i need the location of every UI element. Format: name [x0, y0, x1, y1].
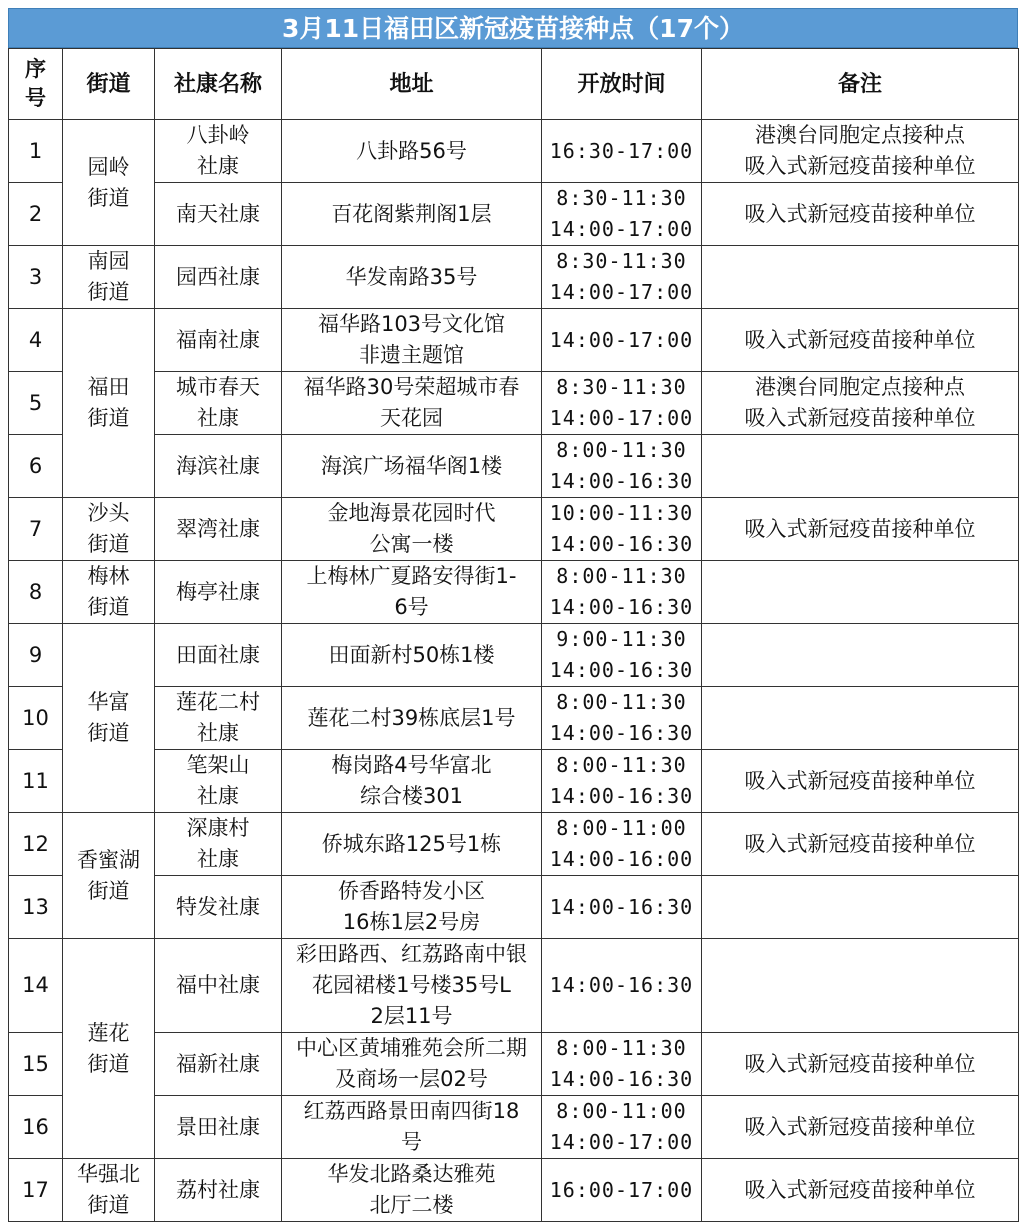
row-address: 八卦路56号 — [282, 120, 542, 183]
row-street: 梅林 街道 — [63, 561, 155, 624]
row-seq: 15 — [9, 1033, 63, 1096]
header-address: 地址 — [282, 49, 542, 120]
row-street: 园岭 街道 — [63, 120, 155, 246]
row-address: 红荔西路景田南四街18 号 — [282, 1096, 542, 1159]
row-clinic: 海滨社康 — [155, 435, 282, 498]
row-hours: 14:00-16:30 — [542, 939, 702, 1033]
row-clinic: 福新社康 — [155, 1033, 282, 1096]
row-street: 福田 街道 — [63, 309, 155, 498]
row-clinic: 深康村 社康 — [155, 813, 282, 876]
table-row — [9, 1159, 1019, 1222]
table-row — [9, 435, 1019, 498]
row-address: 福华路103号文化馆 非遗主题馆 — [282, 309, 542, 372]
row-address: 金地海景花园时代 公寓一楼 — [282, 498, 542, 561]
header-note: 备注 — [702, 49, 1019, 120]
schedule-sheet — [8, 8, 1018, 1222]
row-seq: 9 — [9, 624, 63, 687]
row-seq: 3 — [9, 246, 63, 309]
vaccination-sites-table — [8, 48, 1019, 1222]
table-row — [9, 1096, 1019, 1159]
row-clinic: 莲花二村 社康 — [155, 687, 282, 750]
row-hours: 14:00-17:00 — [542, 309, 702, 372]
row-address: 百花阁紫荆阁1层 — [282, 183, 542, 246]
row-clinic: 福南社康 — [155, 309, 282, 372]
row-clinic: 福中社康 — [155, 939, 282, 1033]
row-seq: 12 — [9, 813, 63, 876]
row-address: 华发北路桑达雅苑 北厅二楼 — [282, 1159, 542, 1222]
row-hours: 8:00-11:30 14:00-16:30 — [542, 435, 702, 498]
row-hours: 10:00-11:30 14:00-16:30 — [542, 498, 702, 561]
row-seq: 6 — [9, 435, 63, 498]
row-note: 吸入式新冠疫苗接种单位 — [702, 183, 1019, 246]
row-note: 吸入式新冠疫苗接种单位 — [702, 750, 1019, 813]
row-address: 侨香路特发小区 16栋1层2号房 — [282, 876, 542, 939]
header-clinic: 社康名称 — [155, 49, 282, 120]
row-address: 上梅林广夏路安得街1- 6号 — [282, 561, 542, 624]
row-seq: 7 — [9, 498, 63, 561]
row-note — [702, 624, 1019, 687]
row-clinic: 园西社康 — [155, 246, 282, 309]
header-row — [9, 49, 1019, 120]
row-hours: 8:00-11:00 14:00-16:00 — [542, 813, 702, 876]
row-address: 田面新村50栋1楼 — [282, 624, 542, 687]
row-note: 吸入式新冠疫苗接种单位 — [702, 1033, 1019, 1096]
table-row — [9, 309, 1019, 372]
row-clinic: 田面社康 — [155, 624, 282, 687]
table-title: 3月11日福田区新冠疫苗接种点（17个） — [8, 8, 1018, 48]
row-seq: 17 — [9, 1159, 63, 1222]
row-hours: 8:00-11:30 14:00-16:30 — [542, 561, 702, 624]
row-note: 吸入式新冠疫苗接种单位 — [702, 498, 1019, 561]
table-row — [9, 624, 1019, 687]
row-hours: 16:00-17:00 — [542, 1159, 702, 1222]
row-clinic: 翠湾社康 — [155, 498, 282, 561]
row-seq: 2 — [9, 183, 63, 246]
row-seq: 16 — [9, 1096, 63, 1159]
header-seq-label: 序号 — [24, 57, 46, 110]
row-note: 吸入式新冠疫苗接种单位 — [702, 813, 1019, 876]
row-clinic: 荔村社康 — [155, 1159, 282, 1222]
row-seq: 11 — [9, 750, 63, 813]
table-row — [9, 1033, 1019, 1096]
row-address: 华发南路35号 — [282, 246, 542, 309]
row-clinic: 景田社康 — [155, 1096, 282, 1159]
table-row — [9, 120, 1019, 183]
table-row — [9, 498, 1019, 561]
row-seq: 8 — [9, 561, 63, 624]
table-row — [9, 813, 1019, 876]
header-street: 街道 — [63, 49, 155, 120]
row-seq: 4 — [9, 309, 63, 372]
row-note — [702, 435, 1019, 498]
row-address: 福华路30号荣超城市春 天花园 — [282, 372, 542, 435]
row-street: 香蜜湖 街道 — [63, 813, 155, 939]
row-address: 中心区黄埔雅苑会所二期 及商场一层02号 — [282, 1033, 542, 1096]
table-row — [9, 939, 1019, 1033]
table-row — [9, 687, 1019, 750]
row-note: 吸入式新冠疫苗接种单位 — [702, 1096, 1019, 1159]
row-street: 华富 街道 — [63, 624, 155, 813]
row-clinic: 梅亭社康 — [155, 561, 282, 624]
row-note — [702, 687, 1019, 750]
row-hours: 8:00-11:30 14:00-16:30 — [542, 1033, 702, 1096]
row-address: 侨城东路125号1栋 — [282, 813, 542, 876]
header-seq — [9, 49, 63, 120]
row-seq: 5 — [9, 372, 63, 435]
table-row — [9, 246, 1019, 309]
row-address: 彩田路西、红荔路南中银 花园裙楼1号楼35号L 2层11号 — [282, 939, 542, 1033]
header-hours: 开放时间 — [542, 49, 702, 120]
row-note: 吸入式新冠疫苗接种单位 — [702, 309, 1019, 372]
row-hours: 8:30-11:30 14:00-17:00 — [542, 183, 702, 246]
row-seq: 1 — [9, 120, 63, 183]
row-seq: 10 — [9, 687, 63, 750]
table-row — [9, 183, 1019, 246]
table-row — [9, 876, 1019, 939]
row-clinic: 特发社康 — [155, 876, 282, 939]
row-clinic: 笔架山 社康 — [155, 750, 282, 813]
row-street: 南园 街道 — [63, 246, 155, 309]
row-note: 吸入式新冠疫苗接种单位 — [702, 1159, 1019, 1222]
row-hours: 8:00-11:00 14:00-17:00 — [542, 1096, 702, 1159]
table-row — [9, 750, 1019, 813]
row-street: 华强北 街道 — [63, 1159, 155, 1222]
row-address: 梅岗路4号华富北 综合楼301 — [282, 750, 542, 813]
table-row — [9, 561, 1019, 624]
row-address: 莲花二村39栋底层1号 — [282, 687, 542, 750]
row-hours: 14:00-16:30 — [542, 876, 702, 939]
row-clinic: 八卦岭 社康 — [155, 120, 282, 183]
row-hours: 8:00-11:30 14:00-16:30 — [542, 687, 702, 750]
row-hours: 8:00-11:30 14:00-16:30 — [542, 750, 702, 813]
row-street: 沙头 街道 — [63, 498, 155, 561]
row-note — [702, 939, 1019, 1033]
row-note — [702, 561, 1019, 624]
row-hours: 8:30-11:30 14:00-17:00 — [542, 372, 702, 435]
row-clinic: 南天社康 — [155, 183, 282, 246]
row-address: 海滨广场福华阁1楼 — [282, 435, 542, 498]
table-row — [9, 372, 1019, 435]
row-hours: 16:30-17:00 — [542, 120, 702, 183]
row-note — [702, 246, 1019, 309]
row-note — [702, 876, 1019, 939]
row-street: 莲花 街道 — [63, 939, 155, 1159]
row-note: 港澳台同胞定点接种点 吸入式新冠疫苗接种单位 — [702, 120, 1019, 183]
row-clinic: 城市春天 社康 — [155, 372, 282, 435]
row-hours: 8:30-11:30 14:00-17:00 — [542, 246, 702, 309]
row-seq: 13 — [9, 876, 63, 939]
row-hours: 9:00-11:30 14:00-16:30 — [542, 624, 702, 687]
row-note: 港澳台同胞定点接种点 吸入式新冠疫苗接种单位 — [702, 372, 1019, 435]
row-seq: 14 — [9, 939, 63, 1033]
